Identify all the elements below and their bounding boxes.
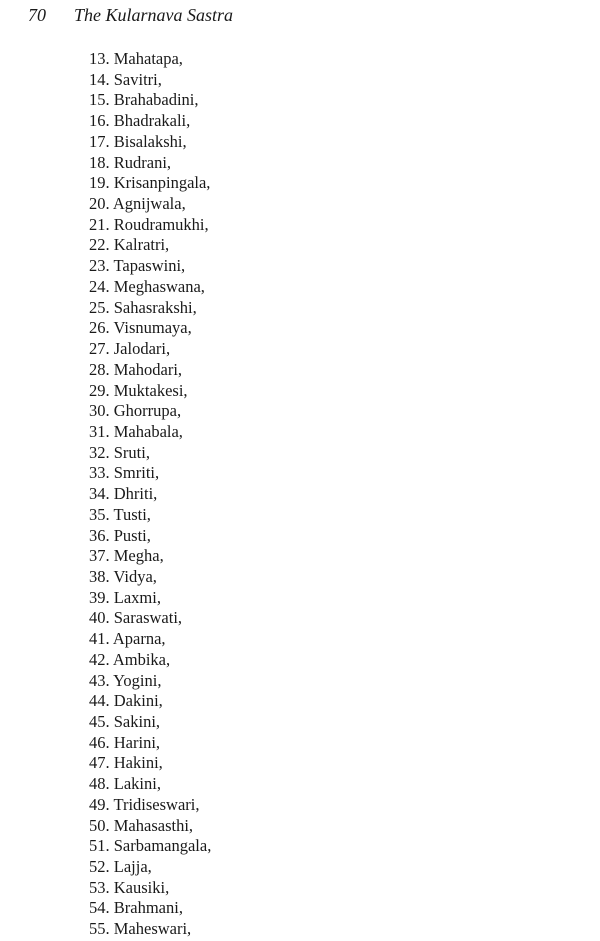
list-item: 21. Roudramukhi, bbox=[89, 214, 209, 234]
list-item: 15. Brahabadini, bbox=[89, 90, 199, 110]
list-item: 35. Tusti, bbox=[89, 504, 151, 524]
list-item: 51. Sarbamangala, bbox=[89, 836, 212, 856]
list-item: 32. Sruti, bbox=[89, 442, 150, 462]
names-list bbox=[89, 49, 211, 940]
page-number: 70 bbox=[28, 5, 46, 25]
list-item: 18. Rudrani, bbox=[89, 152, 172, 172]
list-item: 48. Lakini, bbox=[89, 774, 161, 794]
list-item: 40. Saraswati, bbox=[89, 608, 183, 628]
list-item: 33. Smriti, bbox=[89, 463, 160, 483]
list-item: 24. Meghaswana, bbox=[89, 276, 205, 296]
list-item: 23. Tapaswini, bbox=[89, 256, 186, 276]
list-item: 27. Jalodari, bbox=[89, 339, 171, 359]
list-item: 25. Sahasrakshi, bbox=[89, 297, 197, 317]
list-item: 30. Ghorrupa, bbox=[89, 401, 182, 421]
list-item: 20. Agnijwala, bbox=[89, 194, 186, 214]
list-item: 13. Mahatapa, bbox=[89, 49, 183, 68]
list-item: 45. Sakini, bbox=[89, 712, 161, 731]
list-item: 38. Vidya, bbox=[89, 566, 157, 586]
list-item: 53. Kausiki, bbox=[89, 877, 170, 897]
list-item: 34. Dhriti, bbox=[89, 484, 158, 504]
list-item: 47. Hakini, bbox=[89, 753, 163, 773]
list-item: 19. Krisanpingala, bbox=[89, 173, 211, 193]
list-item: 29. Muktakesi, bbox=[89, 380, 188, 400]
list-item: 50. Mahasasthi, bbox=[89, 815, 194, 835]
list-item: 36. Pusti, bbox=[89, 525, 151, 545]
list-item: 37. Megha, bbox=[89, 546, 164, 566]
list-item: 42. Ambika, bbox=[89, 649, 171, 669]
list-item: 28. Mahodari, bbox=[89, 359, 183, 379]
list-item: 52. Lajja, bbox=[89, 857, 152, 877]
list-item: 55. Maheswari, bbox=[89, 919, 192, 939]
list-item: 44. Dakini, bbox=[89, 691, 163, 711]
list-item: 31. Mahabala, bbox=[89, 421, 183, 441]
list-item: 22. Kalratri, bbox=[89, 235, 170, 255]
list-item: 39. Laxmi, bbox=[89, 587, 161, 607]
list-item: 16. Bhadrakali, bbox=[89, 111, 191, 131]
list-item: 26. Visnumaya, bbox=[89, 318, 192, 338]
list-item: 41. Aparna, bbox=[89, 629, 166, 649]
list-item: 43. Yogini, bbox=[89, 670, 162, 690]
list-item: 17. Bisalakshi, bbox=[89, 131, 187, 151]
list-item: 49. Tridiseswari, bbox=[89, 794, 200, 814]
book-title: The Kularnava Sastra bbox=[74, 5, 234, 25]
list-item: 14. Savitri, bbox=[89, 69, 162, 89]
running-head bbox=[28, 4, 233, 26]
list-item: 54. Brahmani, bbox=[89, 898, 183, 918]
list-item: 46. Harini, bbox=[89, 732, 161, 752]
